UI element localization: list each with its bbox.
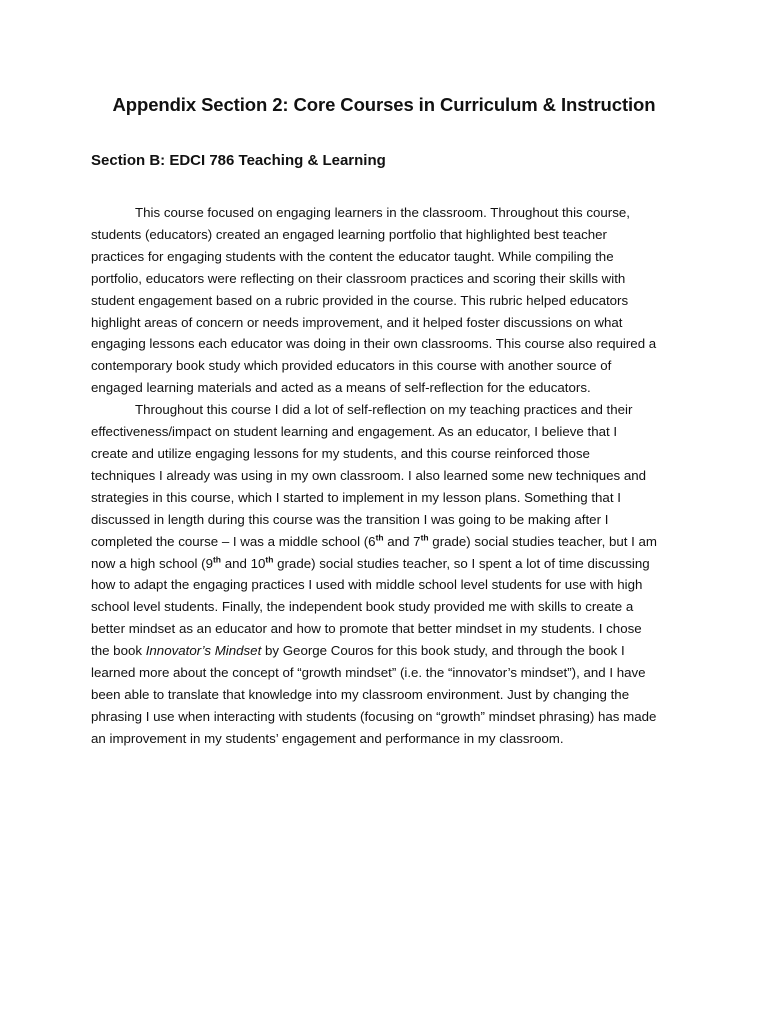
section-heading: Section B: EDCI 786 Teaching & Learning <box>91 152 386 169</box>
body-text <box>91 202 657 750</box>
paragraph-2-text: grade) social studies teacher, so I spent a lot of time discussing how to adapt the engaging practices I used with middle school level students for use with high school level students. Finally, the independent book study provided me with skills to create a better mindset as an educator and how to promote that better mindset in my students. I chose the book <box>91 555 650 659</box>
paragraph-2 <box>91 399 657 750</box>
ordinal-suffix: th <box>265 554 274 565</box>
paragraph-2-text: by George Couros for this book study, and through the book I learned more about the concept of “growth mindset” (i.e. the “innovator’s mindset”), and I have been able to translate that knowledge into my classroom environment. Just by changing the phrasing I use when interacting with students (focusing on “growth” mindset phrasing) has made an improvement in my students’ engagement and performance in my classroom. <box>91 643 657 746</box>
page-title: Appendix Section 2: Core Courses in Curriculum & Instruction <box>112 94 656 115</box>
ordinal-suffix: th <box>375 532 384 543</box>
ordinal-suffix: th <box>212 554 221 565</box>
book-title: Innovator’s Mindset <box>145 643 262 659</box>
paragraph-2-text: grade) social studies teacher, but I am now a high school (9 <box>91 533 657 571</box>
paragraph-2-text: and 7 <box>383 533 421 549</box>
paragraph-2-text: and 10 <box>221 555 266 571</box>
paragraph-1: This course focused on engaging learners in the classroom. Throughout this course, students (educators) created an engaged learning portfolio that highlighted best teacher practices for engaging students with the content the educator taught. While compiling the portfolio, educators were reflecting on their classroom practices and scoring their skills with student engagement based on a rubric provided in the course. This rubric helped educators highlight areas of concern or needs improvement, and it helped foster discussions on what engaging lessons each educator was doing in their own classrooms. This course also required a contemporary book study which provided educators in this course with another source of engaged learning materials and acted as a means of self-reflection for the educators. <box>91 205 657 396</box>
ordinal-suffix: th <box>420 532 429 543</box>
paragraph-2-text: Throughout this course I did a lot of self-reflection on my teaching practices and their effectiveness/impact on student learning and engagement. As an educator, I believe that I create and utilize engaging lessons for my students, and this course reinforced those techniques I already was using in my own classroom. I also learned some new techniques and strategies in this course, which I started to implement in my lesson plans. Something that I discussed in length during this course was the transition I was going to be making after I completed the course – I was a middle school (6 <box>91 402 647 549</box>
